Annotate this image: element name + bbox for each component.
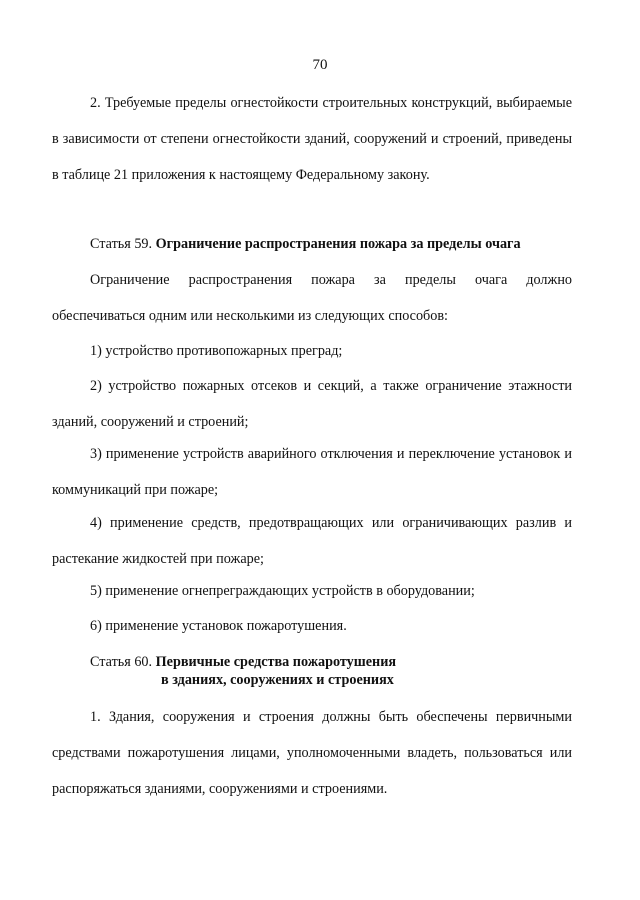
paragraph-article-59-intro: Ограничение распространения пожара за пределы очага должно обеспечиваться одним или несколькими из следующих способов: <box>52 272 572 324</box>
list-item-59-2: 2) устройство пожарных отсеков и секций, а также ограничение этажности зданий, сооружений и строений; <box>52 378 572 430</box>
list-item-59-4: 4) применение средств, предотвращающих или ограничивающих разлив и растекание жидкостей при пожаре; <box>52 515 572 567</box>
article-60-title-line1: Первичные средства пожаротушения <box>155 654 397 670</box>
list-item-59-1: 1) устройство противопожарных преград; <box>90 343 343 359</box>
article-59-label: Статья 59. <box>90 236 153 252</box>
article-60-title-line2: в зданиях, сооружениях и строениях <box>161 672 394 688</box>
paragraph-article-60-item-1: 1. Здания, сооружения и строения должны быть обеспечены первичными средствами пожаротушения лицами, уполномоченными владеть, пользоваться или распоряжаться зданиями, сооружениями и строениями. <box>52 709 572 797</box>
article-59-title: Ограничение распространения пожара за пределы очага <box>155 236 521 252</box>
list-item-59-3: 3) применение устройств аварийного отключения и переключение установок и коммуникаций при пожаре; <box>52 446 572 498</box>
list-item-59-5: 5) применение огнепреграждающих устройств в оборудовании; <box>90 583 475 599</box>
page-number: 70 <box>312 57 328 73</box>
article-60-heading <box>90 653 572 689</box>
article-60-label: Статья 60. <box>90 654 153 670</box>
paragraph-item-2: 2. Требуемые пределы огнестойкости строительных конструкций, выбираемые в зависимости от степени огнестойкости зданий, сооружений и строений, приведены в таблице 21 приложения к настоящему Федеральному закону. <box>52 95 572 183</box>
article-59-heading <box>90 235 572 253</box>
list-item-59-6: 6) применение установок пожаротушения. <box>90 618 347 634</box>
